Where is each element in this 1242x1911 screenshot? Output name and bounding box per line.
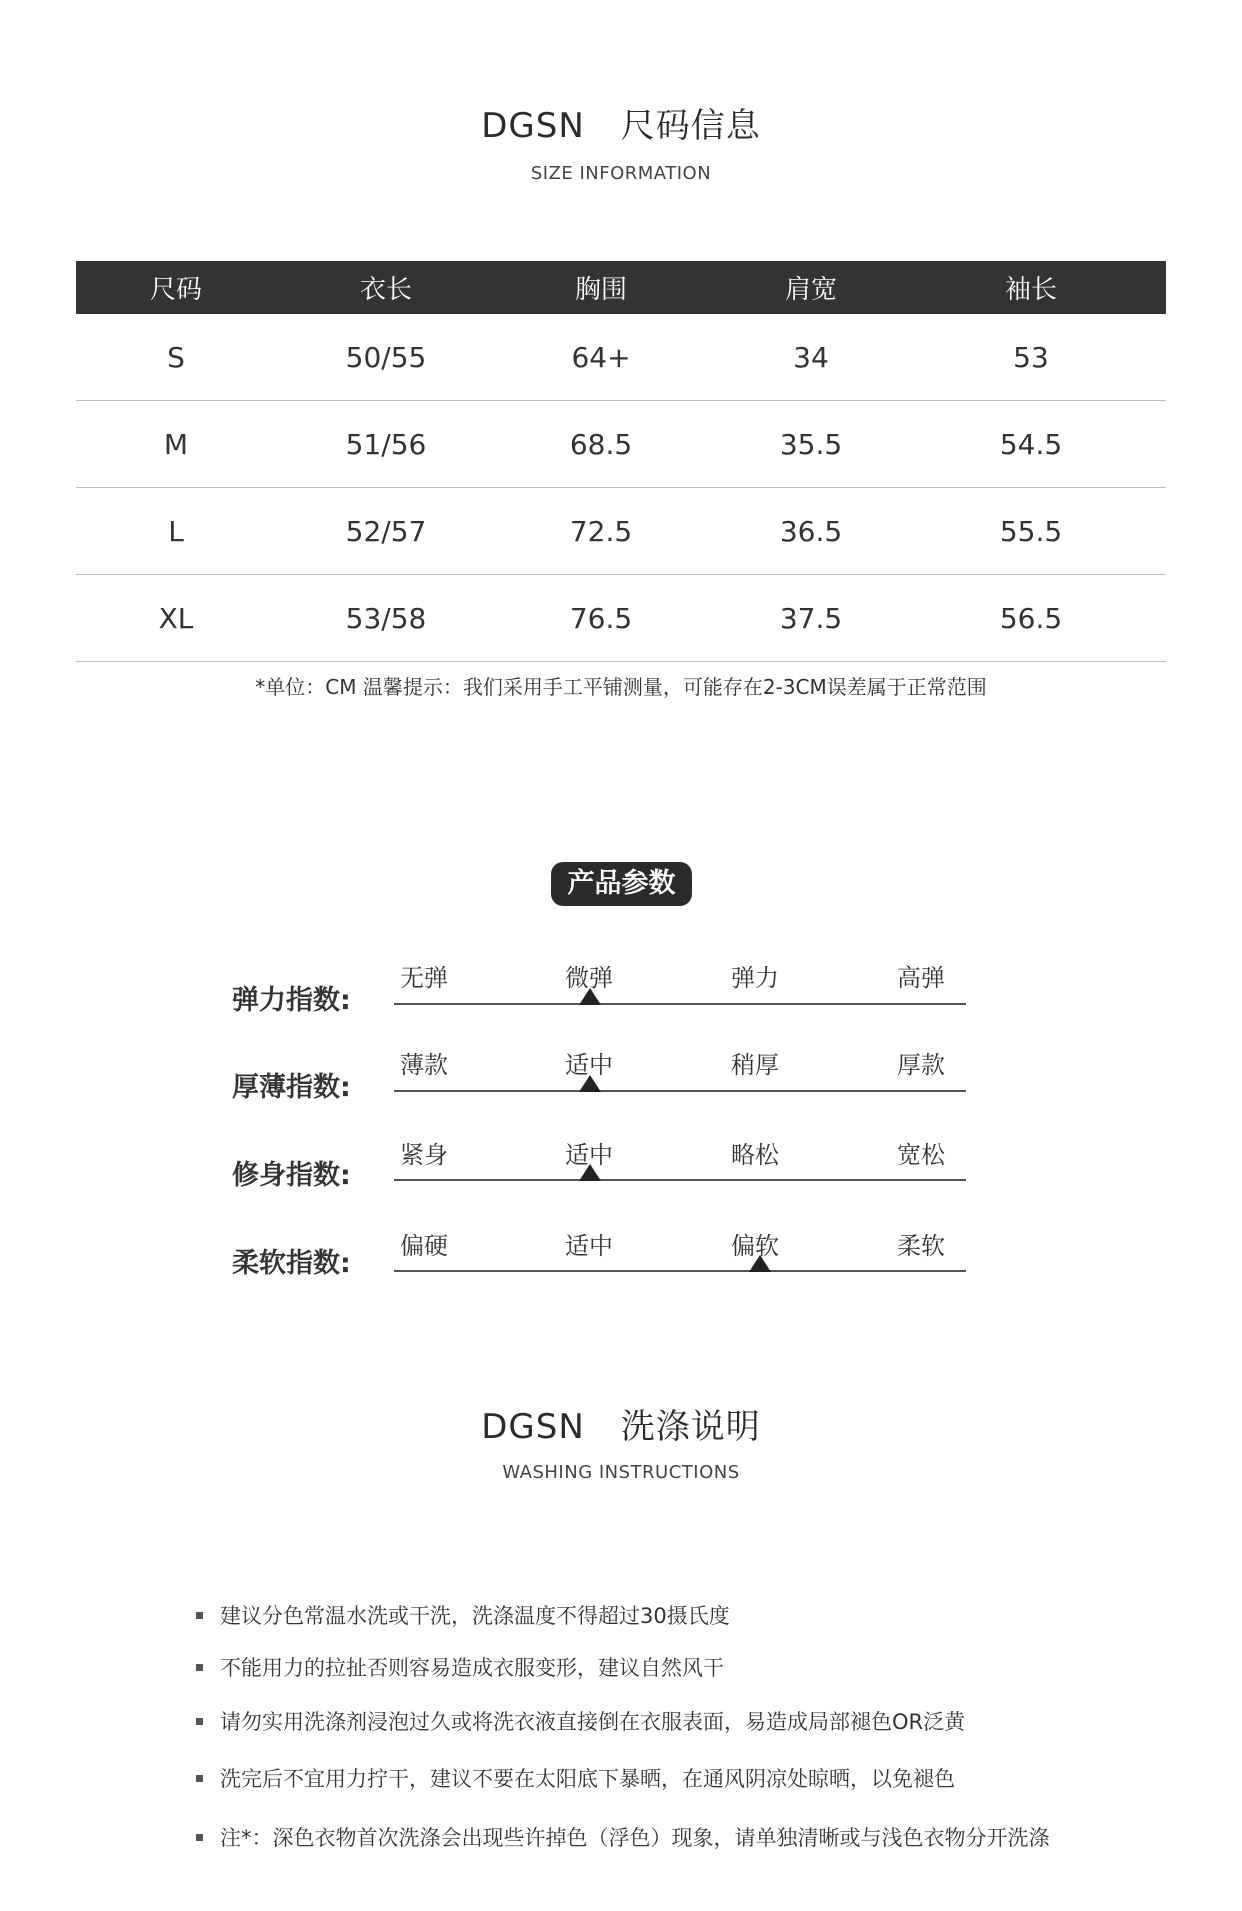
param-option: 略松 [731,1141,779,1169]
param-marker-triangle-icon [579,1075,601,1092]
wash-section-title [0,1399,1242,1448]
param-label-softness: 柔软指数: [232,1248,351,1279]
size-table [76,261,1166,662]
table-row [76,314,1166,401]
wash-title: 洗涤说明 [620,1407,761,1447]
cell-size: S [167,340,185,374]
cell-length: 52/57 [345,514,427,548]
cell-size: L [168,514,184,548]
param-option: 紧身 [400,1141,448,1169]
param-option: 微弹 [565,964,613,992]
param-label-elasticity: 弹力指数: [232,985,351,1016]
param-scale-line [394,1090,966,1092]
bullet-icon [196,1664,203,1671]
cell-shoulder: 36.5 [779,514,843,548]
wash-item-text: 洗完后不宜用力拧干，建议不要在太阳底下暴晒，在通风阴凉处晾晒，以免褪色 [220,1767,955,1791]
param-option: 稍厚 [731,1051,779,1079]
cell-size: M [163,427,189,461]
cell-shoulder: 34 [793,340,829,374]
param-option: 适中 [565,1051,613,1079]
params-badge: 产品参数 [551,862,692,906]
table-row [76,575,1166,662]
list-item [196,1600,730,1630]
table-row [76,488,1166,575]
cell-length: 53/58 [345,601,427,635]
param-marker-triangle-icon [749,1255,771,1272]
bullet-icon [196,1775,203,1782]
list-item [196,1652,724,1682]
cell-length: 51/56 [345,427,427,461]
size-section-title [0,98,1242,147]
cell-bust: 68.5 [569,427,633,461]
header-cell-shoulder: 肩宽 [784,275,837,305]
cell-shoulder: 37.5 [779,601,843,635]
wash-item-text: 不能用力的拉扯否则容易造成衣服变形，建议自然风干 [220,1656,724,1680]
param-option: 弹力 [731,964,779,992]
param-option: 高弹 [897,964,945,992]
param-marker-triangle-icon [579,988,601,1005]
param-option: 偏软 [731,1232,779,1260]
wash-brand: DGSN [481,1407,585,1447]
cell-bust: 64+ [571,340,631,374]
cell-sleeve: 56.5 [999,601,1063,635]
size-note: *单位：CM 温馨提示：我们采用手工平铺测量，可能存在2-3CM误差属于正常范围 [255,675,987,699]
param-scale-line [394,1003,966,1005]
list-item [196,1822,1050,1852]
size-title: 尺码信息 [620,106,761,146]
cell-sleeve: 54.5 [999,427,1063,461]
cell-length: 50/55 [345,340,427,374]
bullet-icon [196,1718,203,1725]
header-cell-length: 衣长 [359,275,412,305]
param-option: 无弹 [400,964,448,992]
param-label-fit: 修身指数: [232,1160,351,1191]
cell-shoulder: 35.5 [779,427,843,461]
cell-size: XL [158,601,194,635]
cell-bust: 72.5 [569,514,633,548]
wash-subtitle: WASHING INSTRUCTIONS [502,1462,740,1483]
header-cell-bust: 胸围 [574,275,627,305]
param-scale-line [394,1179,966,1181]
param-option: 厚款 [897,1051,945,1079]
wash-item-text: 建议分色常温水洗或干洗，洗涤温度不得超过30摄氏度 [220,1604,730,1628]
cell-bust: 76.5 [569,601,633,635]
bullet-icon [196,1612,203,1619]
param-option: 适中 [565,1141,613,1169]
param-label-thickness: 厚薄指数: [232,1072,351,1103]
param-option: 适中 [565,1232,613,1260]
size-table-header [76,261,1166,314]
wash-item-text: 请勿实用洗涤剂浸泡过久或将洗衣液直接倒在衣服表面，易造成局部褪色OR泛黄 [220,1710,966,1734]
size-brand: DGSN [481,106,585,146]
param-option: 柔软 [897,1232,945,1260]
param-option: 薄款 [400,1051,448,1079]
bullet-icon [196,1834,203,1841]
list-item [196,1763,955,1793]
header-cell-sleeve: 袖长 [1004,275,1057,305]
list-item [196,1706,965,1736]
cell-sleeve: 53 [1013,340,1049,374]
header-cell-size: 尺码 [149,275,202,305]
size-subtitle: SIZE INFORMATION [530,163,712,184]
param-scale-line [394,1270,966,1272]
table-row [76,401,1166,488]
param-marker-triangle-icon [579,1164,601,1181]
cell-sleeve: 55.5 [999,514,1063,548]
wash-item-text: 注*：深色衣物首次洗涤会出现些许掉色（浮色）现象，请单独清晰或与浅色衣物分开洗涤 [220,1826,1050,1850]
param-option: 偏硬 [400,1232,448,1260]
param-option: 宽松 [897,1141,945,1169]
